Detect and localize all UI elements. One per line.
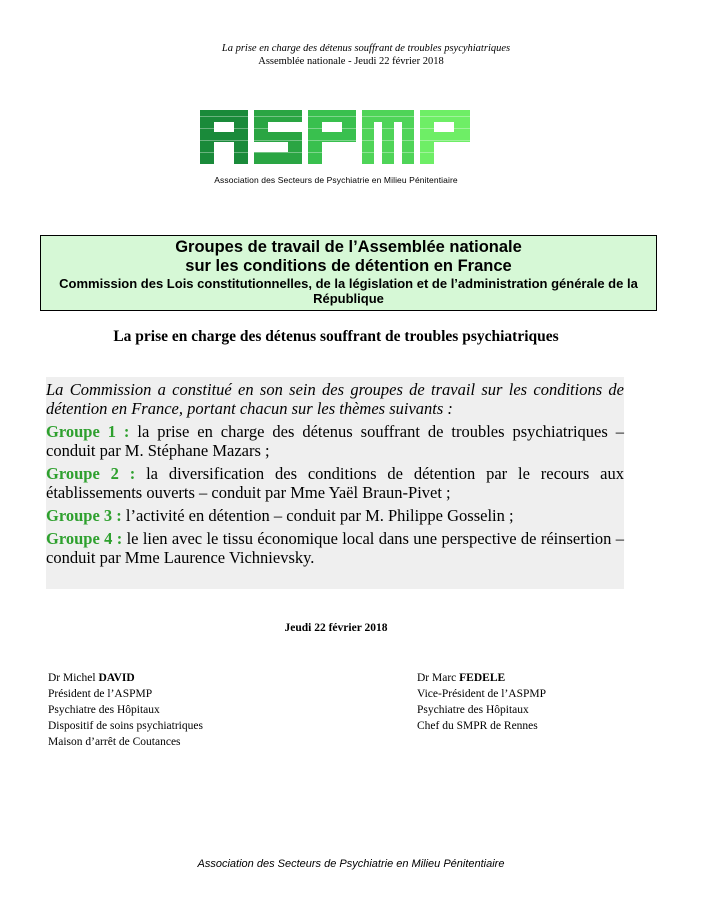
group-text: l’activité en détention – conduit par M. Philippe Gosselin ; <box>125 506 514 525</box>
signatory-line: Vice-Président de l’ASPMP <box>417 688 546 700</box>
group-label: Groupe 2 : <box>46 464 136 483</box>
signatory-line: Psychiatre des Hôpitaux <box>417 704 529 716</box>
group-text: la diversification des conditions de détention par le recours aux établissements ouverts – conduit par Mme Yaël Braun-Pivet ; <box>46 464 625 502</box>
banner-commission: Commission des Lois constitutionnelles, de la législation et de l’administration générale de la République <box>59 276 638 306</box>
aspmp-logo <box>198 108 472 166</box>
group-item <box>46 506 624 525</box>
group-label: Groupe 3 : <box>46 506 122 525</box>
group-item <box>46 529 624 567</box>
document-header <box>0 42 702 68</box>
signatory-line: Chef du SMPR de Rennes <box>417 720 538 732</box>
signatory-line: Maison d’arrêt de Coutances <box>48 736 181 748</box>
group-item <box>46 464 624 502</box>
banner-title-line2: sur les conditions de détention en France <box>185 257 512 275</box>
logo-subtitle: Association des Secteurs de Psychiatrie en Milieu Pénitentiaire <box>214 175 458 185</box>
header-title: La prise en charge des détenus souffrant de troubles psycyhiatriques <box>221 43 511 54</box>
document-date: Jeudi 22 février 2018 <box>284 622 388 634</box>
header-date: Assemblée nationale - Jeudi 22 février 2018 <box>258 56 444 67</box>
document-footer: Association des Secteurs de Psychiatrie en Milieu Pénitentiaire <box>197 858 505 870</box>
title-banner <box>40 235 657 311</box>
signatory-line: Psychiatre des Hôpitaux <box>48 704 160 716</box>
signatory-line: Dispositif de soins psychiatriques <box>48 720 203 732</box>
signatory-left <box>48 670 203 750</box>
document-subtitle: La prise en charge des détenus souffrant de troubles psychiatriques <box>113 328 559 345</box>
logo-text: ASPMP <box>198 108 202 109</box>
groups-panel <box>46 377 624 589</box>
signatory-name: Dr Michel DAVID <box>48 672 135 684</box>
signatory-name: Dr Marc FEDELE <box>417 672 506 684</box>
group-text: le lien avec le tissu économique local dans une perspective de réinsertion – conduit par Mme Laurence Vichnievsky. <box>46 529 624 567</box>
signatory-right <box>417 670 546 734</box>
groups-intro: La Commission a constitué en son sein des groupes de travail sur les conditions de détention en France, portant chacun sur les thèmes suivants : <box>46 380 624 418</box>
group-text: la prise en charge des détenus souffrant de troubles psychiatriques – conduit par M. Stéphane Mazars ; <box>46 422 624 460</box>
banner-title-line1: Groupes de travail de l’Assemblée nationale <box>175 238 522 256</box>
group-item <box>46 422 624 460</box>
signatory-line: Président de l’ASPMP <box>48 688 153 700</box>
group-label: Groupe 1 : <box>46 422 130 441</box>
group-label: Groupe 4 : <box>46 529 123 548</box>
